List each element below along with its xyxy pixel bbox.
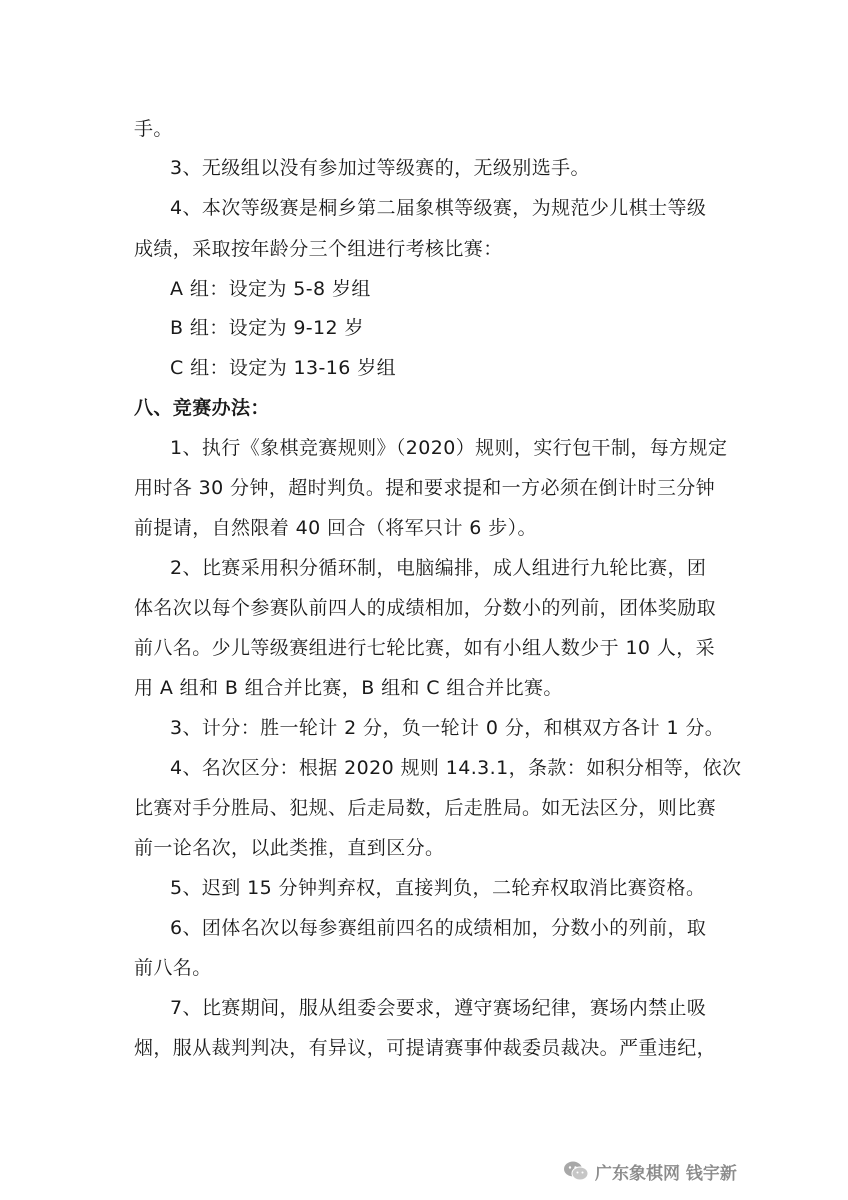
- text-line: 手。: [134, 118, 173, 140]
- text-line: 用 A 组和 B 组合并比赛，B 组和 C 组合并比赛。: [134, 677, 563, 699]
- text-line: 5、迟到 15 分钟判弃权，直接判负，二轮弃权取消比赛资格。: [170, 877, 706, 899]
- text-line: A 组：设定为 5-8 岁组: [170, 278, 371, 300]
- text-line: 用时各 30 分钟，超时判负。提和要求提和一方必须在倒计时三分钟: [134, 477, 716, 499]
- watermark-text: 广东象棋网 钱宇新: [595, 1163, 737, 1184]
- text-line: C 组：设定为 13-16 岁组: [170, 357, 396, 379]
- watermark: [563, 1156, 737, 1186]
- text-line: 前八名。少儿等级赛组进行七轮比赛，如有小组人数少于 10 人，采: [134, 637, 716, 659]
- text-line: 4、名次区分：根据 2020 规则 14.3.1，条款：如积分相等，依次: [170, 757, 742, 779]
- text-line: 成绩，采取按年龄分三个组进行考核比赛：: [134, 238, 503, 260]
- text-line: 6、团体名次以每参赛组前四名的成绩相加，分数小的列前，取: [170, 917, 707, 939]
- text-line: 1、执行《象棋竞赛规则》（2020）规则，实行包干制，每方规定: [170, 437, 728, 459]
- text-line: 前提请，自然限着 40 回合（将军只计 6 步）。: [134, 517, 537, 539]
- section-heading: 八、竞赛办法：: [134, 397, 270, 419]
- wechat-icon: [563, 1160, 589, 1182]
- text-line: 4、本次等级赛是桐乡第二届象棋等级赛，为规范少儿棋士等级: [170, 197, 707, 219]
- text-line: 2、比赛采用积分循环制，电脑编排，成人组进行九轮比赛，团: [170, 557, 707, 579]
- text-line: 前八名。: [134, 957, 212, 979]
- text-line: 前一论名次，以此类推，直到区分。: [134, 837, 445, 859]
- text-line: 比赛对手分胜局、犯规、后走局数，后走胜局。如无法区分，则比赛: [134, 797, 717, 819]
- text-line: 烟，服从裁判判决，有异议，可提请赛事仲裁委员裁决。严重违纪，: [134, 1037, 717, 1059]
- text-line: 3、无级组以没有参加过等级赛的，无级别选手。: [170, 157, 590, 179]
- text-line: 7、比赛期间，服从组委会要求，遵守赛场纪律，赛场内禁止吸: [170, 997, 707, 1019]
- text-line: 3、计分：胜一轮计 2 分，负一轮计 0 分，和棋双方各计 1 分。: [170, 717, 725, 739]
- text-line: 体名次以每个参赛队前四人的成绩相加，分数小的列前，团体奖励取: [134, 597, 717, 619]
- text-line: B 组：设定为 9-12 岁: [170, 317, 364, 339]
